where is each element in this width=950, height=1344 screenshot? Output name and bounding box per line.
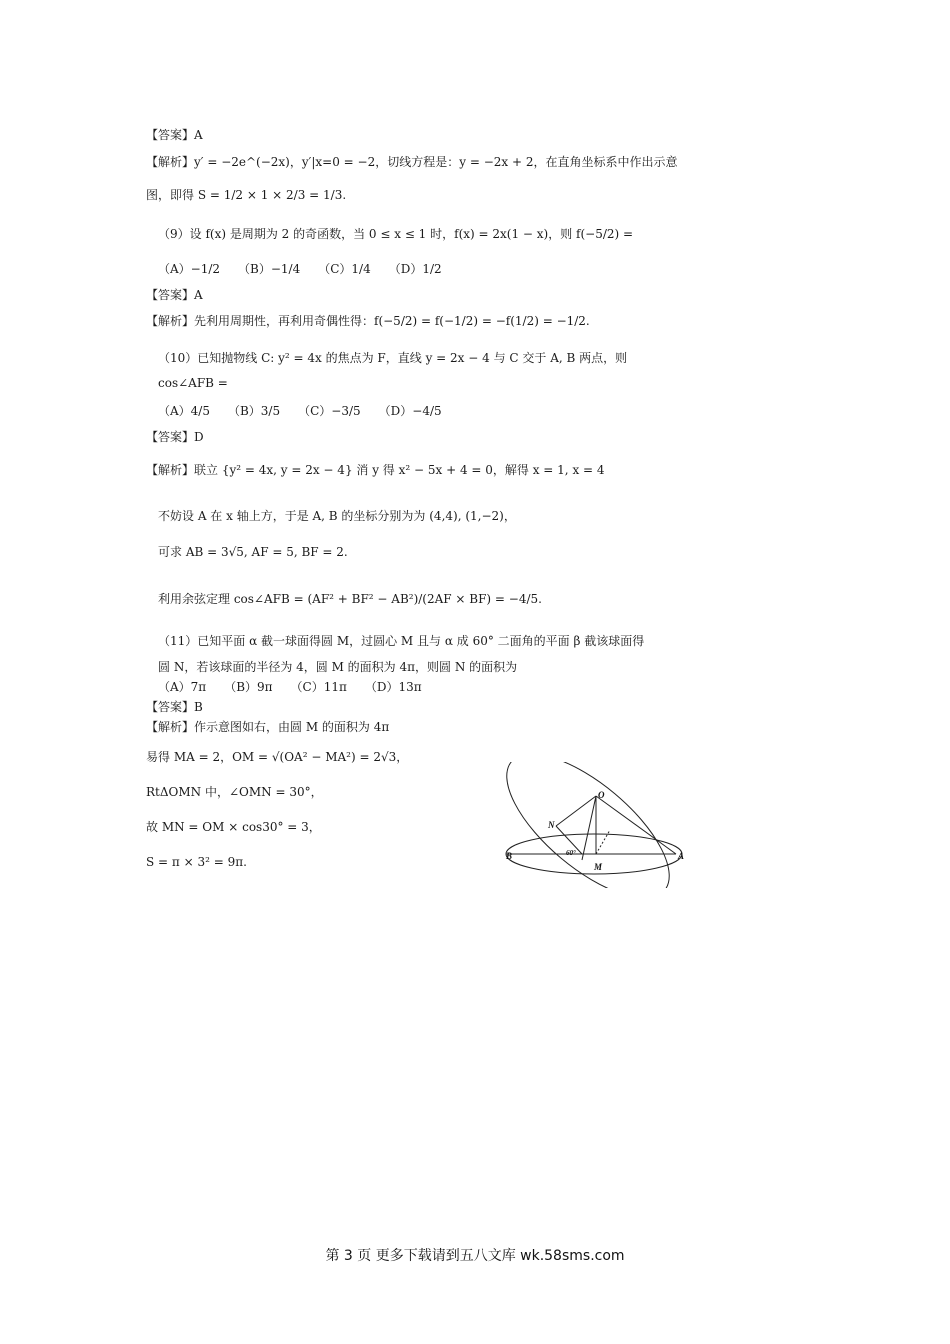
label-m: M — [594, 862, 603, 872]
line-oblique — [582, 796, 596, 860]
page-footer: 第 3 页 更多下载请到五八文库 wk.58sms.com — [325, 1248, 625, 1264]
analysis-9: 【解析】先利用周期性，再利用奇偶性得：f(−5/2) = f(−1/2) = −f(1/2) = −1/2. — [146, 314, 590, 328]
analysis-11-line2: 易得 MA = 2，OM = √(OA² − MA²) = 2√3， — [146, 750, 409, 764]
analysis-11-line5: S = π × 3² = 9π. — [146, 855, 247, 869]
label-a: A — [678, 851, 685, 861]
question-11-options: （A）7π （B）9π （C）11π （D）13π — [158, 680, 422, 694]
answer-9: 【答案】A — [146, 128, 203, 142]
analysis-10-line1: 【解析】联立 {y² = 4x, y = 2x − 4} 消 y 得 x² − 5x + 4 = 0，解得 x = 1, x = 4 — [146, 463, 605, 477]
question-11-line2: 圆 N，若该球面的半径为 4，圆 M 的面积为 4π，则圆 N 的面积为 — [158, 660, 518, 674]
label-angle: 60° — [566, 849, 576, 857]
question-9-options: （A）−1/2 （B）−1/4 （C）1/4 （D）1/2 — [158, 262, 442, 276]
analysis-10-line4: 利用余弦定理 cos∠AFB = (AF² + BF² − AB²)/(2AF × BF) = −4/5. — [158, 592, 542, 606]
question-10-options: （A）4/5 （B）3/5 （C）−3/5 （D）−4/5 — [158, 404, 442, 418]
label-n: N — [548, 820, 555, 830]
label-b: B — [506, 851, 513, 861]
answer-9-label: 【答案】A — [146, 288, 203, 302]
analysis-10-line3: 可求 AB = 3√5, AF = 5, BF = 2. — [158, 545, 348, 559]
analysis-11-line1: 【解析】作示意图如右，由圆 M 的面积为 4π — [146, 720, 390, 734]
line-oa — [596, 796, 676, 854]
answer-11: 【答案】B — [146, 700, 203, 714]
question-10-line2: cos∠AFB = — [158, 376, 228, 390]
question-10-line1: （10）已知抛物线 C: y² = 4x 的焦点为 F，直线 y = 2x − 4 与 C 交于 A, B 两点，则 — [158, 351, 628, 365]
analysis-11-line4: 故 MN = OM × cos30° = 3， — [146, 820, 321, 834]
label-o: O — [598, 790, 605, 800]
answer-10: 【答案】D — [146, 430, 204, 444]
analysis-8-line1: 【解析】y′ = −2e^(−2x)，y′|x=0 = −2，切线方程是：y = −2x + 2，在直角坐标系中作出示意 — [146, 155, 678, 169]
analysis-10-line2: 不妨设 A 在 x 轴上方，于是 A, B 的坐标分别为为 (4,4), (1,−2)， — [158, 509, 516, 523]
analysis-11-line3: RtΔOMN 中，∠OMN = 30°， — [146, 785, 323, 799]
question-9: （9）设 f(x) 是周期为 2 的奇函数，当 0 ≤ x ≤ 1 时，f(x) = 2x(1 − x)，则 f(−5/2) = — [158, 227, 634, 241]
question-11-line1: （11）已知平面 α 截一球面得圆 M，过圆心 M 且与 α 成 60° 二面角的平面 β 截该球面得 — [158, 634, 645, 648]
analysis-8-line2: 图，即得 S = 1/2 × 1 × 2/3 = 1/3. — [146, 188, 347, 202]
sphere-diagram — [498, 762, 694, 888]
